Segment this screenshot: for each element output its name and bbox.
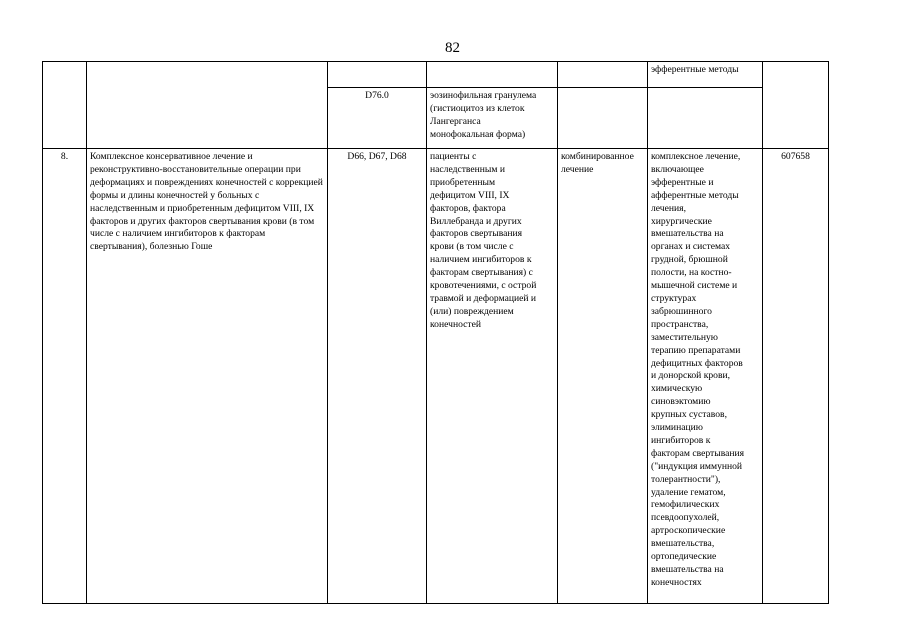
methods-text: комплексное лечение, включающее эфферентные и афферентные методы лечения, хирургические вмешательства на органах и системах грудной, брюшной полости, на костно- мышечной системе и структурах забрюшинного пространства, заместительную терапию препаратами дефицитных факторов и донорской крови, химическую синовэктомию крупных суставов, элиминацию ингибиторов к факторам свертывания ("индукция иммунной толерантности"), удаление гематом, гемофилических псевдоопухолей, артроскопические вмешательства, ортопедические вмешательства на конечностях <box>651 151 745 588</box>
code-text: D66, D67, D68 <box>347 151 407 162</box>
treatment-type-cell <box>558 149 648 604</box>
treatment-type-cell <box>558 62 648 88</box>
methods-cell <box>648 88 763 149</box>
model-cell <box>427 149 558 604</box>
code-cell <box>328 62 427 88</box>
treatment-type-text: комбинированное лечение <box>561 151 634 175</box>
methods-text: эфферентные методы <box>651 64 739 75</box>
price-cell <box>763 149 829 604</box>
methods-cell <box>648 62 763 88</box>
number-cell <box>43 62 87 149</box>
page-number: 82 <box>445 40 460 56</box>
model-cell <box>427 88 558 149</box>
code-cell <box>328 149 427 604</box>
price-text: 607658 <box>781 151 810 162</box>
treatment-type-cell <box>558 88 648 149</box>
name-cell <box>87 149 328 604</box>
row-number: 8. <box>60 151 69 162</box>
code-cell <box>328 88 427 149</box>
model-text: эозинофильная гранулема (гистиоцитоз из клеток Лангерганса монофокальная форма) <box>430 90 537 140</box>
methods-cell <box>648 149 763 604</box>
name-text: Комплексное консервативное лечение и реконструктивно-восстановительные операции при деформациях и повреждениях конечностей с коррекцией формы и длины конечностей у больных с наследственным и приобретенным дефицитом VIII, IX факторов и других факторов свертывания крови (в том числе с наличием ингибиторов к факторам свертывания), болезнью Гоше <box>90 151 323 253</box>
number-cell <box>43 149 87 604</box>
table-row <box>43 62 829 88</box>
name-cell <box>87 62 328 149</box>
table-row <box>43 149 829 604</box>
model-text: пациенты с наследственным и приобретенным дефицитом VIII, IX факторов, фактора Виллебранда и других факторов свертывания крови (в том числе с наличием ингибиторов к факторам свертывания) с кровотечениями, с острой травмой и деформацией и (или) повреждением конечностей <box>430 151 537 330</box>
price-cell <box>763 62 829 149</box>
medical-care-table <box>42 61 829 604</box>
code-text: D76.0 <box>365 90 389 101</box>
model-cell <box>427 62 558 88</box>
